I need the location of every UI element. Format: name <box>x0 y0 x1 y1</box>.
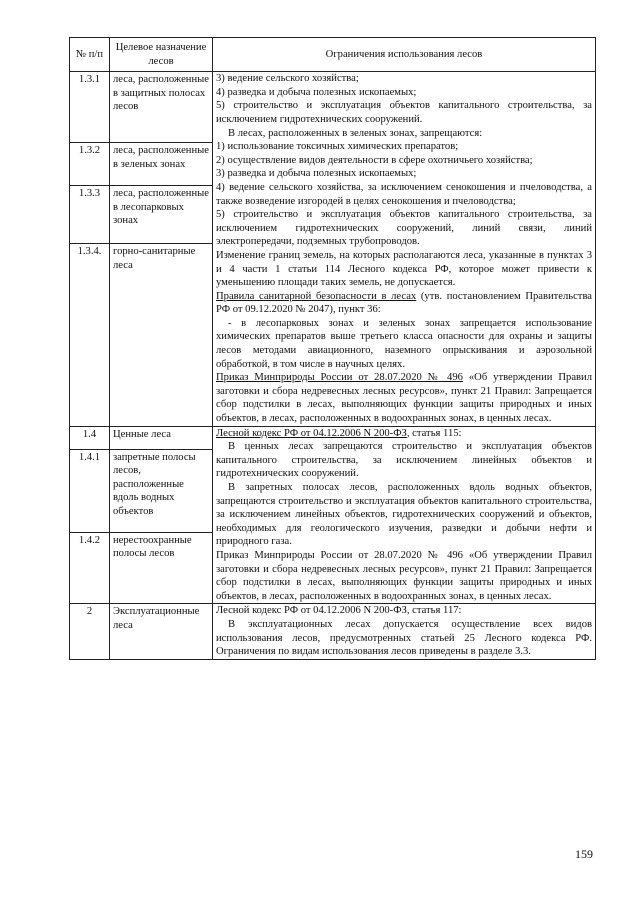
restriction-text: В эксплуатационных лесах допускается осуществление всех видов использования лесов, предусмотренных статьей 25 Лесного кодекса РФ. Ограничения по видам использования лесов приведены в разделе 3.3. <box>216 618 592 658</box>
row-num: 1.3.2 <box>70 143 110 186</box>
order-link[interactable]: Приказ Минприроды России от 28.07.2020 № 496 <box>216 372 463 384</box>
restriction-text: В ценных лесах запрещаются строительство и эксплуатация объектов капитального строительства, за исключением линейных объектов и гидротехнических сооружений. <box>216 441 592 480</box>
restriction-text: 4) ведение сельского хозяйства, за исключением сенокошения и пчеловодства, а также возведение изгородей в целях сенокошения и пчеловодства; <box>216 181 592 207</box>
restriction-text: 4) разведка и добыча полезных ископаемых; <box>216 86 417 98</box>
forest-code-link[interactable]: Лесной кодекс РФ от 04.12.2006 N 200-ФЗ <box>216 427 407 439</box>
header-restrictions: Ограничения использования лесов <box>213 38 596 72</box>
table-row <box>70 604 596 659</box>
row-num: 1.3.4. <box>70 244 110 426</box>
row-num: 1.4.1 <box>70 449 110 532</box>
row-purpose: запретные полосы лесов, расположенные вдоль водных объектов <box>110 449 213 532</box>
row-purpose: леса, расположенные в зеленых зонах <box>110 143 213 186</box>
restriction-text: 5) строительство и эксплуатация объектов капитального строительства, за исключением гидротехнических сооружений, линий связи, линий электропередачи, подземных трубопроводов. <box>216 209 592 248</box>
row-purpose: нерестоохранные полосы лесов <box>110 532 213 604</box>
restriction-text: Приказ Минприроды России от 28.07.2020 № 496 «Об утверждении Правил заготовки и сбора недревесных лесных ресурсов», пункт 21 Правил: Запрещается сбор подстилки в лесах, выполняющих функции защиты природных и иных объектов, в лесах, расположенных в водоохранных зонах, в ценных лесах. <box>216 549 592 602</box>
restriction-text: Лесной кодекс РФ от 04.12.2006 N 200-ФЗ, статья 117: <box>216 605 462 617</box>
restrictions-table <box>69 37 596 660</box>
table-row <box>70 426 596 449</box>
sanitary-rules-link[interactable]: Правила санитарной безопасности в лесах <box>216 290 417 302</box>
page-number: 159 <box>575 847 593 861</box>
restriction-text: В запретных полосах лесов, расположенных вдоль водных объектов, запрещаются строительство и эксплуатация объектов капитального строительства, за исключением линейных объектов, гидротехнических сооружений и объектов, необходимых для геологического изучения, разведки и добычи нефти и природного газа. <box>216 482 592 548</box>
restriction-text: 5) строительство и эксплуатация объектов капитального строительства, за исключением гидротехнических сооружений. <box>216 100 592 125</box>
row-purpose: леса, расположенные в защитных полосах лесов <box>110 72 213 143</box>
forest-code-reference: Лесной кодекс РФ от 04.12.2006 N 200-ФЗ, статья 115: <box>216 427 462 439</box>
row-num: 1.4 <box>70 426 110 449</box>
sanitary-rules-reference: Правила санитарной безопасности в лесах (утв. постановлением Правительства РФ от 09.12.2020 № 2047), пункт 36: <box>216 290 593 316</box>
restrictions-cell <box>213 604 596 659</box>
header-num: № п/п <box>70 38 110 72</box>
restrictions-cell <box>213 426 596 604</box>
row-num: 1.3.3 <box>70 186 110 244</box>
row-num: 1.4.2 <box>70 532 110 604</box>
restriction-text: Изменение границ земель, на которых располагаются леса, указанные в пунктах 3 и 4 части 1 статьи 114 Лесного кодекса РФ, которое может привести к уменьшению площади таких земель, не допускается. <box>216 249 592 289</box>
row-num: 1.3.1 <box>70 72 110 143</box>
row-purpose: Ценные леса <box>110 426 213 449</box>
restriction-text: 3) ведение сельского хозяйства; <box>216 73 359 85</box>
row-num: 2 <box>70 604 110 659</box>
table-header-row <box>70 38 596 72</box>
restriction-text: 2) осуществление видов деятельности в сфере охотничьего хозяйства; <box>216 154 533 166</box>
header-purpose: Целевое назначение лесов <box>110 38 213 72</box>
restriction-text: В лесах, расположенных в зеленых зонах, запрещаются: <box>228 127 483 139</box>
restriction-text: 1) использование токсичных химических препаратов; <box>216 141 459 153</box>
restrictions-cell <box>213 72 596 426</box>
row-purpose: Эксплуатационные леса <box>110 604 213 659</box>
order-reference: Приказ Минприроды России от 28.07.2020 № 496 «Об утверждении Правил заготовки и сбора недревесных лесных ресурсов», пункт 21 Правил: Запрещается сбор подстилки в лесах, выполняющих функции защиты природных и иных объектов, в лесах, расположенных в водоохранных зонах, в ценных лесах. <box>216 372 592 425</box>
row-purpose: горно-санитарные леса <box>110 244 213 426</box>
row-purpose: леса, расположенные в лесопарковых зонах <box>110 186 213 244</box>
table-row <box>70 72 596 143</box>
restriction-text: - в лесопарковых зонах и зеленых зонах запрещается использование химических препаратов выше третьего класса опасности для охраны и защиты лесов методами авиационного, наземного опрыскивания и аэрозольной обработкой, в том числе в научных целях. <box>216 317 592 370</box>
restriction-text: 3) разведка и добыча полезных ископаемых; <box>216 168 417 180</box>
